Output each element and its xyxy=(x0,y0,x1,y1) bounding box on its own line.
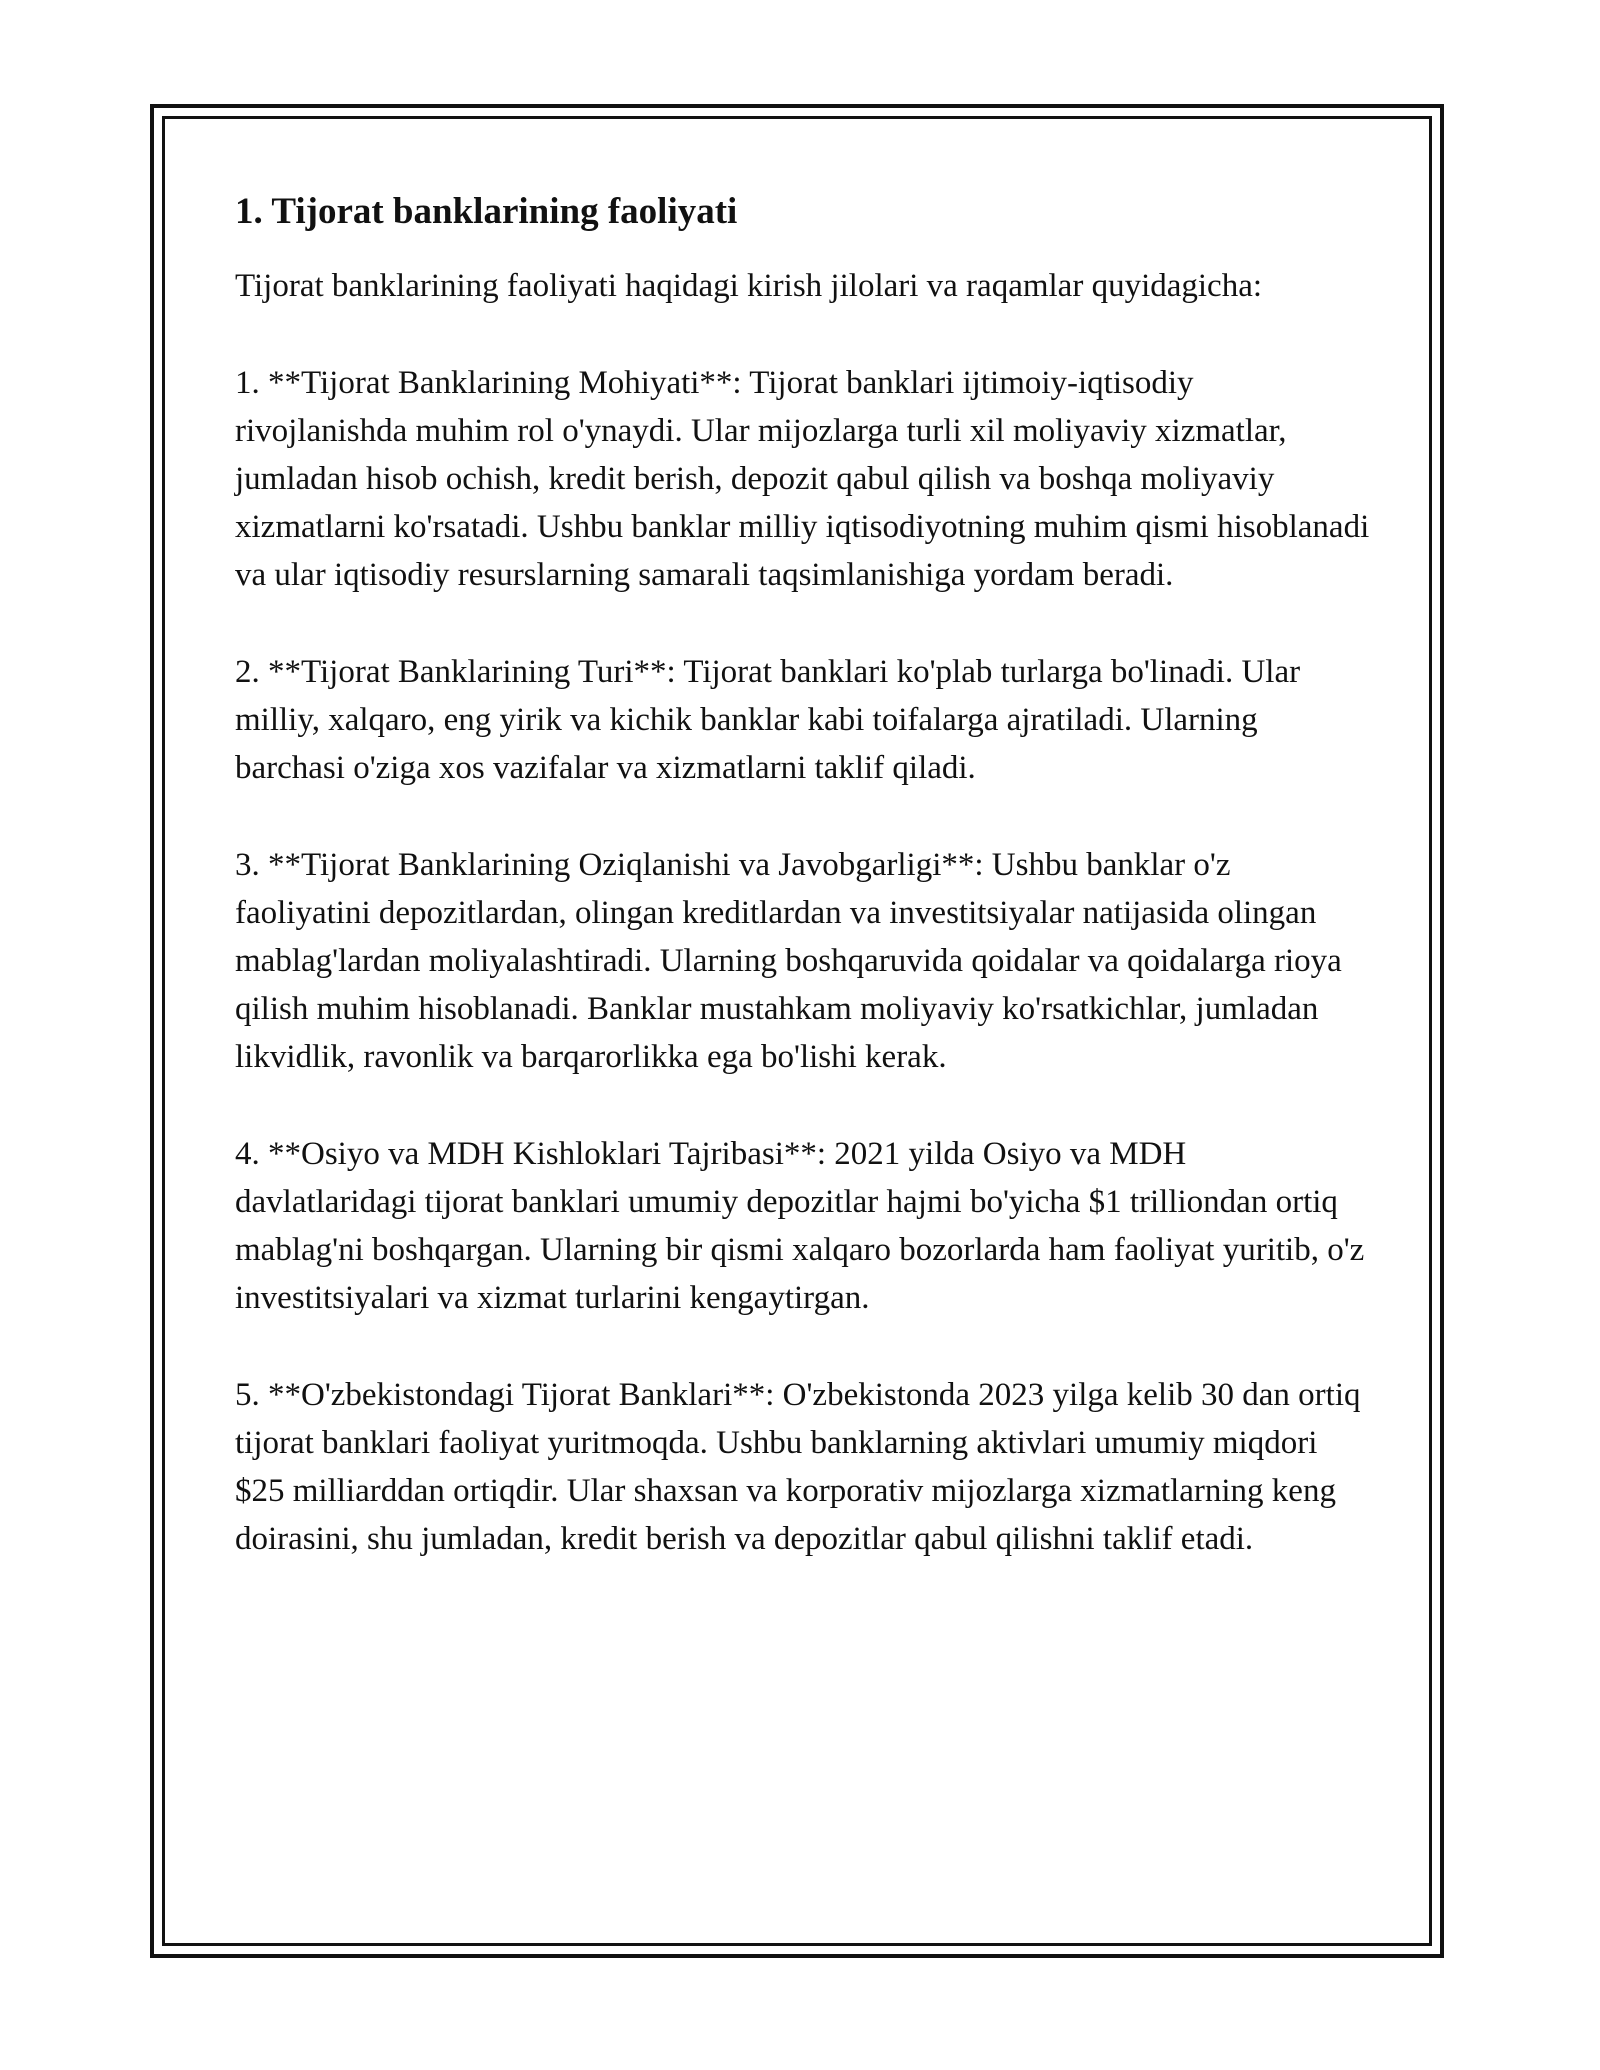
list-item xyxy=(235,841,1370,1081)
list-item xyxy=(235,1130,1370,1322)
document-body xyxy=(235,188,1370,1612)
list-item-text: 1. **Tijorat Banklarining Mohiyati**: Tijorat banklari ijtimoiy-iqtisodiy rivojlanishda muhim rol o'ynaydi. Ular mijozlarga turli xil moliyaviy xizmatlar, jumladan hisob ochish, kredit berish, depozit qabul qilish va boshqa moliyaviy xizmatlarni ko'rsatadi. Ushbu banklar milliy iqtisodiyotning muhim qismi hisoblanadi va ular iqtisodiy resurslarning samarali taqsimlanishiga yordam beradi. xyxy=(235,365,1370,593)
list-item xyxy=(235,359,1370,599)
list-item-text: 3. **Tijorat Banklarining Oziqlanishi va Javobgarligi**: Ushbu banklar o'z faoliyatini depozitlardan, olingan kreditlardan va investitsiyalar natijasida olingan mablag'lardan moliyalashtiradi. Ularning boshqaruvida qoidalar va qoidalarga rioya qilish muhim hisoblanadi. Banklar mustahkam moliyaviy ko'rsatkichlar, jumladan likvidlik, ravonlik va barqarorlikka ega bo'lishi kerak. xyxy=(235,847,1342,1075)
list-item xyxy=(235,1371,1370,1563)
list-item-text: 2. **Tijorat Banklarining Turi**: Tijorat banklari ko'plab turlarga bo'linadi. Ular milliy, xalqaro, eng yirik va kichik banklar kabi toifalarga ajratiladi. Ularning barchasi o'ziga xos vazifalar va xizmatlarni taklif qiladi. xyxy=(235,654,1301,786)
intro-paragraph: Tijorat banklarining faoliyati haqidagi kirish jilolari va raqamlar quyidagicha: xyxy=(235,268,1263,304)
list-item xyxy=(235,648,1370,792)
list-item-text: 5. **O'zbekistondagi Tijorat Banklari**: O'zbekistonda 2023 yilga kelib 30 dan ortiq tijorat banklari faoliyat yuritmoqda. Ushbu banklarning aktivlari umumiy miqdori $25 milliarddan ortiqdir. Ular shaxsan va korporativ mijozlarga xizmatlarning keng doirasini, shu jumladan, kredit berish va depozitlar qabul qilishni taklif etadi. xyxy=(235,1377,1361,1557)
document-title: 1. Tijorat banklarining faoliyati xyxy=(235,191,738,232)
list-item-text: 4. **Osiyo va MDH Kishloklari Tajribasi**: 2021 yilda Osiyo va MDH davlatlaridagi tijorat banklari umumiy depozitlar hajmi bo'yicha $1 trilliondan ortiq mablag'ni boshqargan. Ularning bir qismi xalqaro bozorlarda ham faoliyat yuritib, o'z investitsiyalari va xizmat turlarini kengaytirgan. xyxy=(235,1136,1365,1316)
